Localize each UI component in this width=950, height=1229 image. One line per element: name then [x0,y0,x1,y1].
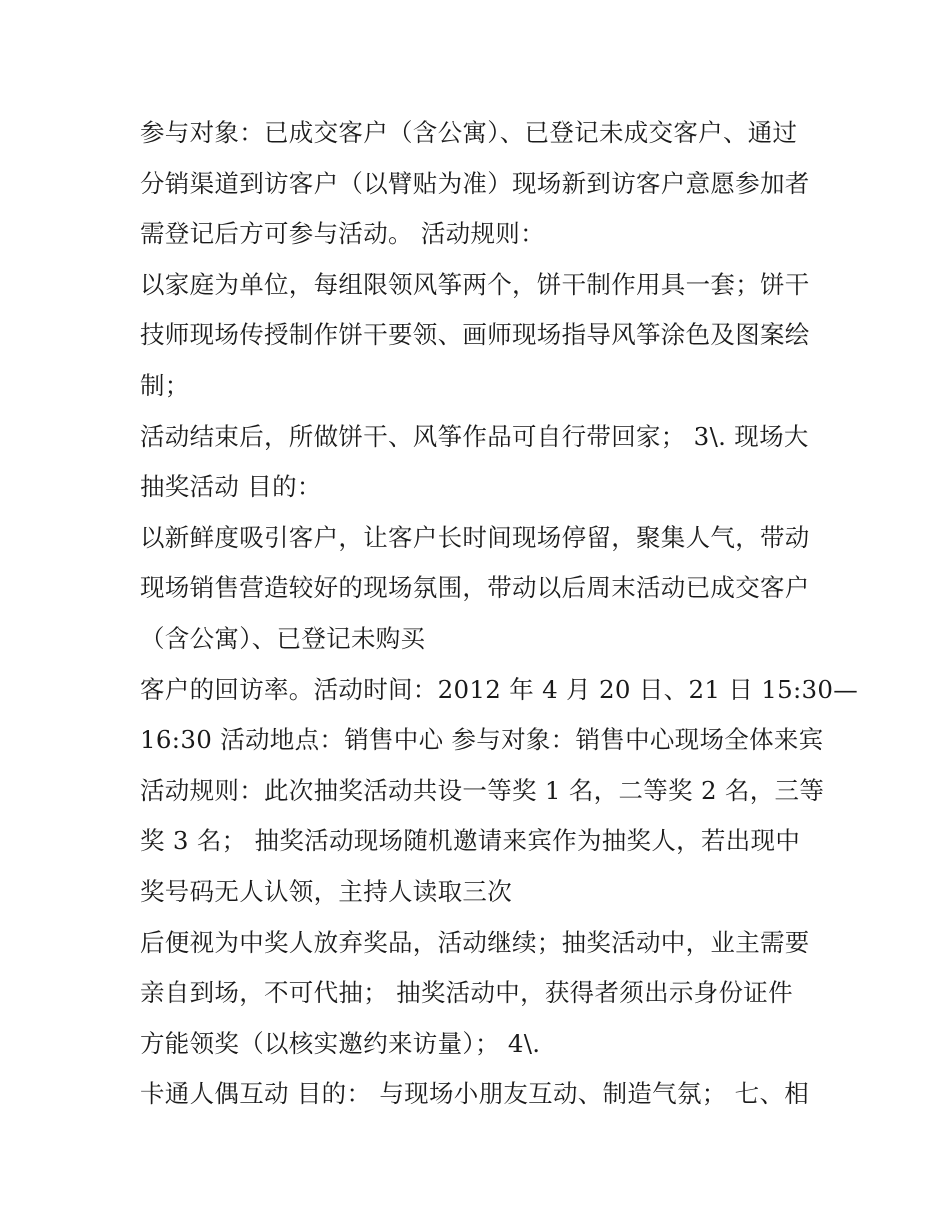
document-body [140,108,859,1120]
text-line: 亲自到场，不可代抽； 抽奖活动中，获得者须出示身份证件 [140,978,793,1008]
text-line: 活动规则：此次抽奖活动共设一等奖 1 名，二等奖 2 名，三等 [140,775,825,805]
text-line: 制； [140,370,190,400]
text-line: 卡通人偶互动 目的： 与现场小朋友互动、制造气氛； 七、相 [140,1079,810,1109]
text-line: 分销渠道到访客户（以臂贴为准）现场新到访客户意愿参加者 [140,168,810,198]
text-line: 以家庭为单位，每组限领风筝两个，饼干制作用具一套；饼干 [140,269,810,299]
text-line: 活动结束后，所做饼干、风筝作品可自行带回家； 3\. 现场大 [140,421,809,451]
text-line: 后便视为中奖人放弃奖品，活动继续；抽奖活动中，业主需要 [140,927,810,957]
text-line: 现场销售营造较好的现场氛围，带动以后周末活动已成交客户 [140,573,810,603]
text-line: 需登记后方可参与活动。 活动规则： [140,219,545,249]
text-line: 参与对象：已成交客户（含公寓）、已登记未成交客户、通过 [140,118,798,147]
text-line: 奖号码无人认领，主持人读取三次 [140,876,512,906]
text-line: 奖 3 名； 抽奖活动现场随机邀请来宾作为抽奖人，若出现中 [140,826,801,856]
text-line: 方能领奖（以核实邀约来访量）； 4\. [140,1028,541,1058]
text-line: 技师现场传授制作饼干要领、画师现场指导风筝涂色及图案绘 [140,320,810,350]
text-line: （含公寓）、已登记未购买 [140,623,426,653]
text-line: 16:30 活动地点：销售中心 参与对象：销售中心现场全体来宾 [140,725,824,755]
text-line: 以新鲜度吸引客户，让客户长时间现场停留，聚集人气，带动 [140,522,810,552]
text-line: 客户的回访率。活动时间：2012 年 4 月 20 日、21 日 15:30— [140,674,859,704]
text-line: 抽奖活动 目的： [140,472,322,502]
